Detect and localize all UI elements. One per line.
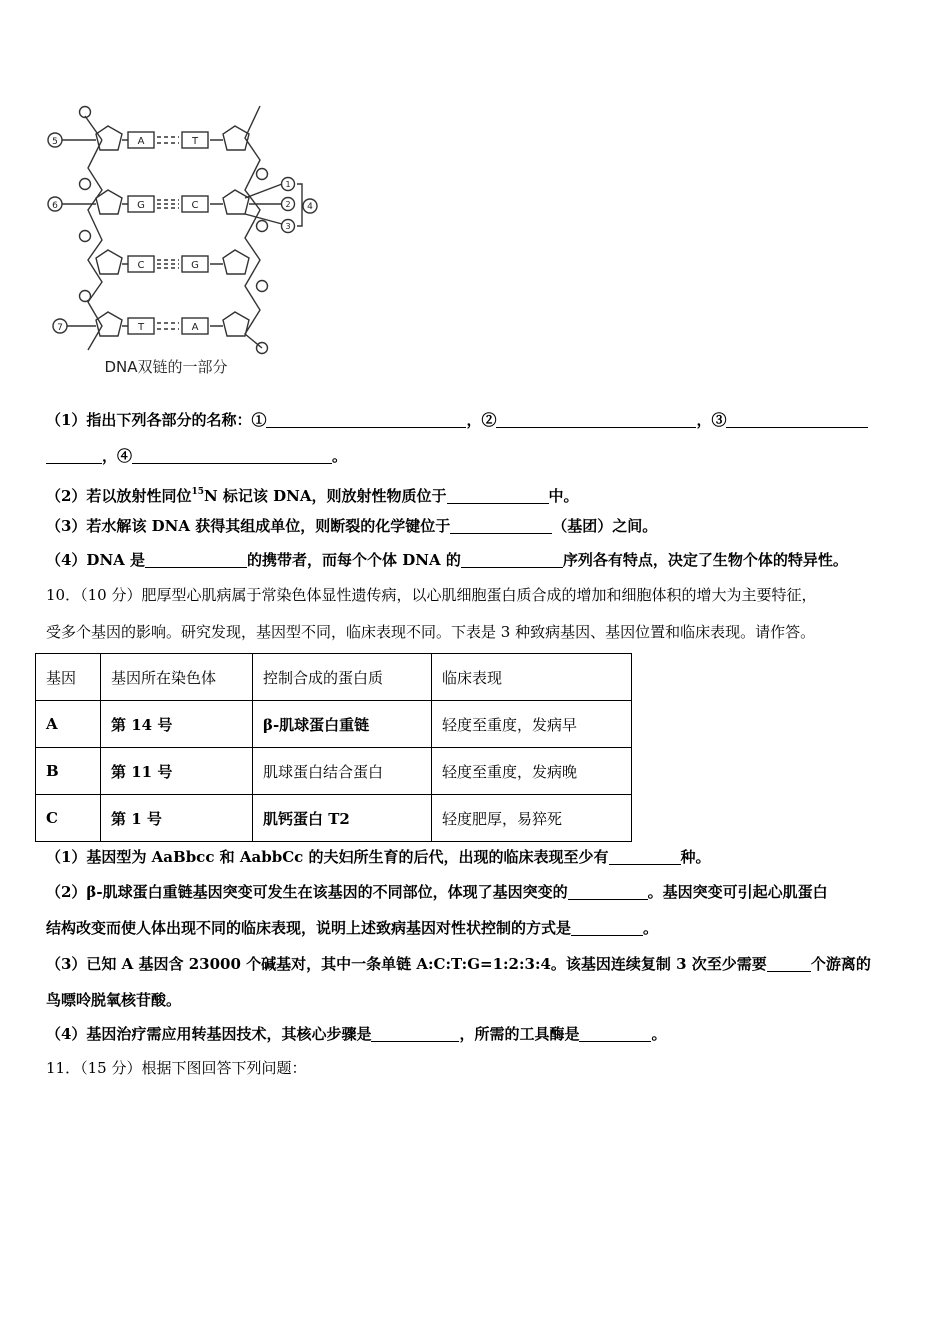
q10-item-2-text: 结构改变而使人体出现不同的临床表现，说明上述致病基因对性状控制的方式是 (46, 919, 572, 937)
deoxyribose-pentagon (96, 312, 122, 336)
q9-item-1-text: （1）指出下列各部分的名称：① (46, 411, 267, 429)
base-letter: A (191, 322, 199, 333)
q9-item-1-text: ，② (466, 411, 497, 429)
q9-item-4-text: 序列各有特点，决定了生物个体的特异性。 (562, 551, 848, 569)
answer-blank[interactable] (132, 448, 332, 464)
deoxyribose-pentagon (223, 250, 249, 274)
answer-blank[interactable] (496, 412, 696, 428)
q10-item-4 (46, 1024, 666, 1044)
q10-item-2-text: 。基因突变可引起心肌蛋白 (647, 883, 828, 901)
q9-item-4-text: 的携带者，而每个个体 DNA 的 (247, 551, 461, 569)
phosphate-circle (257, 221, 268, 232)
q9-item-4 (46, 550, 848, 570)
answer-blank[interactable] (371, 1026, 459, 1042)
answer-blank[interactable] (145, 552, 247, 568)
base-letter: C (137, 260, 145, 271)
dna-double-strand-figure (40, 98, 340, 383)
table-cell: 轻度至重度，发病早 (432, 701, 632, 748)
q10-heading-text: 受多个基因的影响。研究发现，基因型不同，临床表现不同。下表是 3 种致病基因、基因位置和临床表现。请作答。 (46, 623, 816, 641)
figure-caption: DNA双链的一部分 (104, 358, 228, 376)
q10-item-1-text: （1）基因型为 AaBbcc 和 AabbCc 的夫妇所生育的后代，出现的临床表现至少有 (46, 848, 609, 866)
answer-blank[interactable] (726, 412, 868, 428)
q9-item-1-text: ，④ (102, 447, 133, 465)
q10-item-2-text: （2）β-肌球蛋白重链基因突变可发生在该基因的不同部位，体现了基因突变的 (46, 883, 568, 901)
q10-item-4-text: （4）基因治疗需应用转基因技术，其核心步骤是 (46, 1025, 372, 1043)
answer-blank[interactable] (266, 412, 466, 428)
deoxyribose-pentagon (223, 190, 249, 214)
table-cell: 轻度肥厚，易猝死 (432, 795, 632, 842)
q11-heading-text: 11．（15 分）根据下图回答下列问题： (46, 1059, 307, 1077)
q10-item-3-text: 个游离的 (810, 955, 871, 973)
phosphate-circle (80, 107, 91, 118)
table-header: 控制合成的蛋白质 (253, 654, 432, 701)
table-cell: 轻度至重度，发病晚 (432, 748, 632, 795)
label-number: 1 (285, 180, 291, 189)
q9-item-3-text: （3）若水解该 DNA 获得其组成单位，则断裂的化学键位于 (46, 517, 451, 535)
gene-table (35, 653, 632, 842)
phosphate-circle (257, 281, 268, 292)
phosphate-circle (80, 179, 91, 190)
q10-item-4-text: ，所需的工具酶是 (459, 1025, 580, 1043)
label-number: 5 (52, 137, 58, 147)
table-header: 基因所在染色体 (101, 654, 253, 701)
answer-blank[interactable] (568, 884, 648, 900)
q10-item-3-cont (46, 990, 181, 1010)
label-number: 7 (57, 323, 63, 333)
table-cell: C (36, 795, 101, 842)
base-letter: G (191, 260, 199, 271)
phosphate-circle (80, 231, 91, 242)
label-number: 3 (285, 222, 291, 231)
answer-blank[interactable] (571, 920, 643, 936)
answer-blank[interactable] (579, 1026, 651, 1042)
q9-item-2-text: 中。 (548, 487, 579, 505)
base-letter: A (137, 136, 145, 147)
q9-item-1-text: 。 (332, 447, 348, 465)
q10-heading-cont (46, 622, 815, 642)
q9-item-1-cont (46, 446, 347, 466)
table-header: 临床表现 (432, 654, 632, 701)
q10-item-4-text: 。 (651, 1025, 667, 1043)
deoxyribose-pentagon (96, 250, 122, 274)
q9-item-2-text: N 标记该 DNA，则放射性物质位于 (203, 487, 447, 505)
q10-item-3-text: （3）已知 A 基因含 23000 个碱基对，其中一条单链 A:C:T:G=1:2:3:4。该基因连续复制 3 次至少需要 (46, 955, 767, 973)
table-header: 基因 (36, 654, 101, 701)
table-cell: 肌钙蛋白 T2 (253, 795, 432, 842)
q10-item-2 (46, 882, 828, 902)
phosphate-circle (80, 291, 91, 302)
table-row (36, 795, 632, 842)
q9-item-4-text: （4）DNA 是 (46, 551, 146, 569)
q9-item-1 (46, 410, 868, 430)
base-letter: C (191, 200, 199, 211)
answer-blank[interactable] (461, 552, 563, 568)
deoxyribose-pentagon (223, 312, 249, 336)
q10-item-3-text: 鸟嘌呤脱氧核苷酸。 (46, 991, 182, 1009)
table-cell: A (36, 701, 101, 748)
q9-item-2-text: （2）若以放射性同位 (46, 487, 192, 505)
q11-heading (46, 1058, 306, 1078)
table-cell: 第 1 号 (101, 795, 253, 842)
table-cell: β-肌球蛋白重链 (253, 701, 432, 748)
q10-item-1 (46, 847, 711, 867)
q10-heading-text: 10．（10 分）肥厚型心肌病属于常染色体显性遗传病，以心肌细胞蛋白质合成的增加和细胞体积的增大为主要特征， (46, 586, 817, 604)
isotope-superscript: 15 (191, 487, 204, 497)
q9-item-2 (46, 482, 579, 506)
q10-item-2-text: 。 (643, 919, 659, 937)
q9-item-3-text: （基团）之间。 (552, 517, 658, 535)
base-letter: G (137, 200, 145, 211)
answer-blank[interactable] (609, 849, 681, 865)
label-number: 4 (307, 202, 313, 212)
label-number: 2 (285, 200, 291, 209)
q10-item-3 (46, 954, 871, 974)
table-row (36, 701, 632, 748)
base-letter: T (191, 136, 199, 147)
table-row (36, 748, 632, 795)
table-header-row (36, 654, 632, 701)
table-cell: 第 11 号 (101, 748, 253, 795)
q10-item-1-text: 种。 (680, 848, 711, 866)
phosphate-circle (257, 169, 268, 180)
answer-blank[interactable] (450, 518, 552, 534)
q9-item-1-text: ，③ (696, 411, 727, 429)
q10-item-2-cont (46, 918, 658, 938)
label-number: 6 (52, 201, 58, 211)
answer-blank[interactable] (767, 956, 811, 972)
table-cell: B (36, 748, 101, 795)
table-cell: 第 14 号 (101, 701, 253, 748)
table-cell: 肌球蛋白结合蛋白 (253, 748, 432, 795)
q9-item-3 (46, 516, 657, 536)
answer-blank[interactable] (447, 488, 549, 504)
base-letter: T (137, 322, 145, 333)
answer-blank[interactable] (46, 448, 102, 464)
q10-heading (46, 585, 816, 605)
